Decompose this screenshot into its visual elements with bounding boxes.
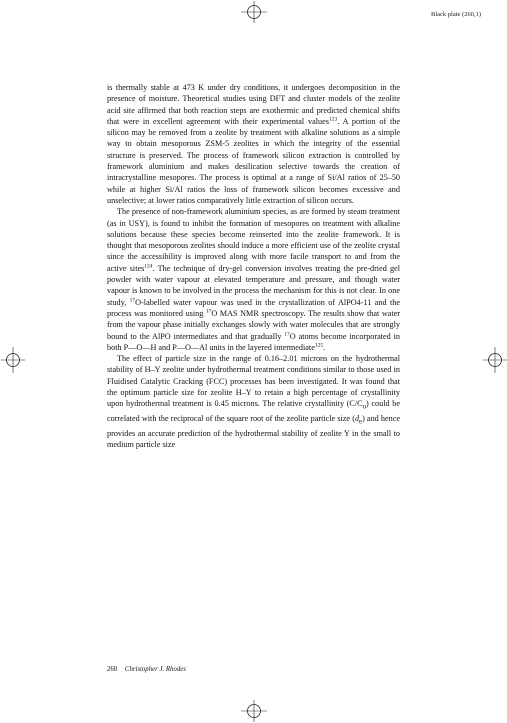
paragraph: [107, 353, 400, 451]
text-run: . A portion of the silicon may be removed from a zeolite by treatment with alkaline solutions as a simple way to obtain mesoporous ZSM-5 zeolites in which the integrity of the essential structure is preserved. The process of framework silicon extraction is controlled by framework aluminium and makes desilication selective towards the creation of intracrystalline mesopores. The process is optimal at a range of Si/Al ratios of 25–50 while at higher Si/Al ratios the loss of framework silicon becomes excessive and unselective; at lower ratios comparatively little extraction of silicon occurs.: [107, 116, 400, 205]
paragraph: [107, 82, 400, 206]
text-run: The effect of particle size in the range of 0.16–2.01 microns on the hydrothermal stability of H–Y zeolite under hydrothermal treatment conditions similar to those used in Fluidised Catalytic Cracking (FCC) processes has been investigated. It was found that the optimum particle size for zeolite H–Y to retain a high percentage of crystallinity upon hydrothermal treatment is 0.45 microns. The relative crystallinity (C/C: [107, 354, 400, 409]
registration-mark-icon: [1, 347, 25, 373]
text-run: is thermally stable at 473 K under dry conditions, it undergoes decomposition in the presence of moisture. Theoretical studies using DFT and cluster models of the zeolite acid site affirmed that both reaction steps are exothermic and predicted chemical shifts that were in excellent agreement with their experimental values: [107, 83, 400, 126]
text-run: ) and hence provides an accurate prediction of the hydrothermal stability of zeolite Y in the small to medium particle size: [107, 414, 400, 450]
text-run: .: [323, 342, 326, 352]
citation-superscript: 17: [284, 331, 290, 338]
subscript: e: [359, 418, 363, 426]
subscript: o: [362, 403, 367, 411]
page-number: 260: [107, 666, 118, 673]
plate-label: Black plate (260,1): [431, 11, 481, 18]
citation-superscript: 125: [314, 342, 324, 349]
text-run: The presence of non-framework aluminium species, as are formed by steam treatment (as in USY), is found to inhibit the formation of mesopores on treatment with alkaline solutions because these species become reinserted into the zeolite framework. It is thought that mesoporous zeolites should induce a more efficient use of the zeolite crystal since the accessibility is improved along with more facile transport to and from the active sites: [107, 207, 400, 273]
text-run: . The technique of dry-gel conversion involves treating the pre-dried gel powder with water vapour at elevated temperature and pressure, and though water vapour is known to be involved in the process the mechanism for this is not clear. In one study,: [107, 263, 400, 307]
body-text-column: [107, 82, 400, 451]
registration-mark-icon: [241, 700, 267, 722]
citation-superscript: 123: [328, 116, 338, 123]
text-run: O MAS NMR spectroscopy. The results show that water from the vapour phase initially exchanges slowly with water molecules that are strongly bound to the AlPO intermediates and that gradually: [107, 308, 401, 341]
page-footer: [107, 666, 186, 673]
citation-superscript: 17: [129, 297, 136, 304]
registration-mark-icon: [483, 347, 507, 373]
citation-superscript: 17: [205, 308, 212, 315]
running-author: Christopher J. Rhodes: [124, 666, 186, 673]
registration-mark-icon: [241, 1, 267, 23]
text-run: ) could be correlated with the reciprocal of the square root of the zeolite particle size (: [107, 399, 400, 424]
text-run: O-labelled water vapour was used in the crystallization of AlPO4-11 and the process was monitored using: [107, 297, 400, 318]
paragraph: [107, 206, 400, 353]
text-run: O atoms become incorporated in both P—O—H and P—O—Al units in the layered intermediate: [107, 331, 401, 352]
italic-symbol: d: [354, 414, 360, 424]
citation-superscript: 124: [144, 263, 153, 270]
